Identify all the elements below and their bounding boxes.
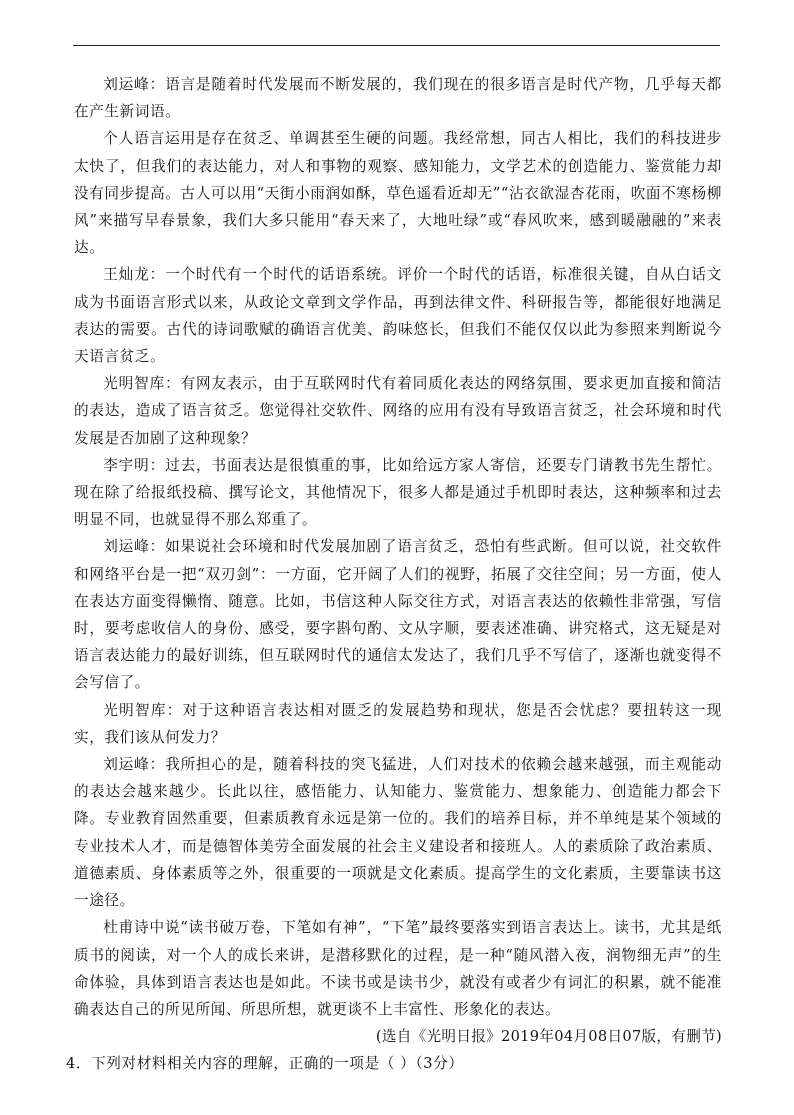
question-4: 4．下列对材料相关内容的理解，正确的一项是（ ）（3分）: [66, 1055, 464, 1073]
paragraph: 杜甫诗中说“读书破万卷，下笔如有神”，“下笔”最终要落实到语言表达上。读书，尤其是纸质书的阅读，对一个人的成长来讲，是潜移默化的过程，是一种“随风潜入夜，润物细无声”的生命体验，具体到语言表达也是如此。不读书或是读书少，就没有或者少有词汇的积累，就不能准确表达自己的所见所闻、所思所想，就更谈不上丰富性、形象化的表达。: [74, 919, 722, 1018]
source-citation: (选自《光明日报》2019年04月08日07版，有删节): [375, 1028, 722, 1046]
article-body: [66, 71, 722, 1078]
paragraph: 李宇明：过去，书面表达是很慎重的事，比如给远方家人寄信，还要专门请教书先生帮忙。现在除了给报纸投稿、撰写论文，其他情况下，很多人都是通过手机即时表达，这种频率和过去明显不同，也就显得不那么郑重了。: [74, 456, 722, 529]
paragraph: 光明智库：对于这种语言表达相对匮乏的发展趋势和现状，您是否会忧虑？要扭转这一现实，我们该从何发力？: [74, 701, 722, 746]
paragraph: 光明智库：有网友表示，由于互联网时代有着同质化表达的网络氛围，要求更加直接和简洁的表达，造成了语言贫乏。您觉得社交软件、网络的应用有没有导致语言贫乏，社会环境和时代发展是否加剧了这种现象？: [74, 375, 722, 447]
paragraph: 王灿龙：一个时代有一个时代的话语系统。评价一个时代的话语，标准很关键，自从白话文成为书面语言形式以来，从政论文章到文学作品，再到法律文件、科研报告等，都能很好地满足表达的需要。古代的诗词歌赋的确语言优美、韵味悠长，但我们不能仅仅以此为参照来判断说今天语言贫乏。: [74, 266, 722, 366]
paragraph: 刘运峰：如果说社会环境和时代发展加剧了语言贫乏，恐怕有些武断。但可以说，社交软件和网络平台是一把“双刃剑”：一方面，它开阔了人们的视野，拓展了交往空间；另一方面，使人在表达方面变得懒惰、随意。比如，书信这种人际交往方式，对语言表达的依赖性非常强，写信时，要考虑收信人的身份、感受，要字斟句酌、文从字顺，要表述准确、讲究格式，这无疑是对语言表达能力的最好训练，但互联网时代的通信太发达了，我们几乎不写信了，逐渐也就变得不会写信了。: [74, 538, 722, 692]
paragraph: 个人语言运用是存在贫乏、单调甚至生硬的问题。我经常想，同古人相比，我们的科技进步太快了，但我们的表达能力，对人和事物的观察、感知能力，文学艺术的创造能力、鉴赏能力却没有同步提高。古人可以用“天街小雨润如酥，草色遥看近却无”“沾衣欲湿杏花雨，吹面不寒杨柳风”来描写早春景象，我们大多只能用“春天来了，大地吐绿”或“春风吹来，感到暖融融的”来表达。: [74, 130, 722, 257]
paragraph: 刘运峰：我所担心的是，随着科技的突飞猛进，人们对技术的依赖会越来越强，而主观能动的表达会越来越少。长此以往，感悟能力、认知能力、鉴赏能力、想象能力、创造能力都会下降。专业教育固然重要，但素质教育永远是第一位的。我们的培养目标，并不单纯是某个领域的专业技术人才，而是德智体美劳全面发展的社会主义建设者和接班人。人的素质除了政治素质、道德素质、身体素质等之外，很重要的一项就是文化素质。提高学生的文化素质，主要靠读书这一途径。: [74, 756, 722, 910]
header-rule: [73, 45, 720, 46]
paragraph: 刘运峰：语言是随着时代发展而不断发展的，我们现在的很多语言是时代产物，几乎每天都在产生新词语。: [74, 76, 722, 121]
